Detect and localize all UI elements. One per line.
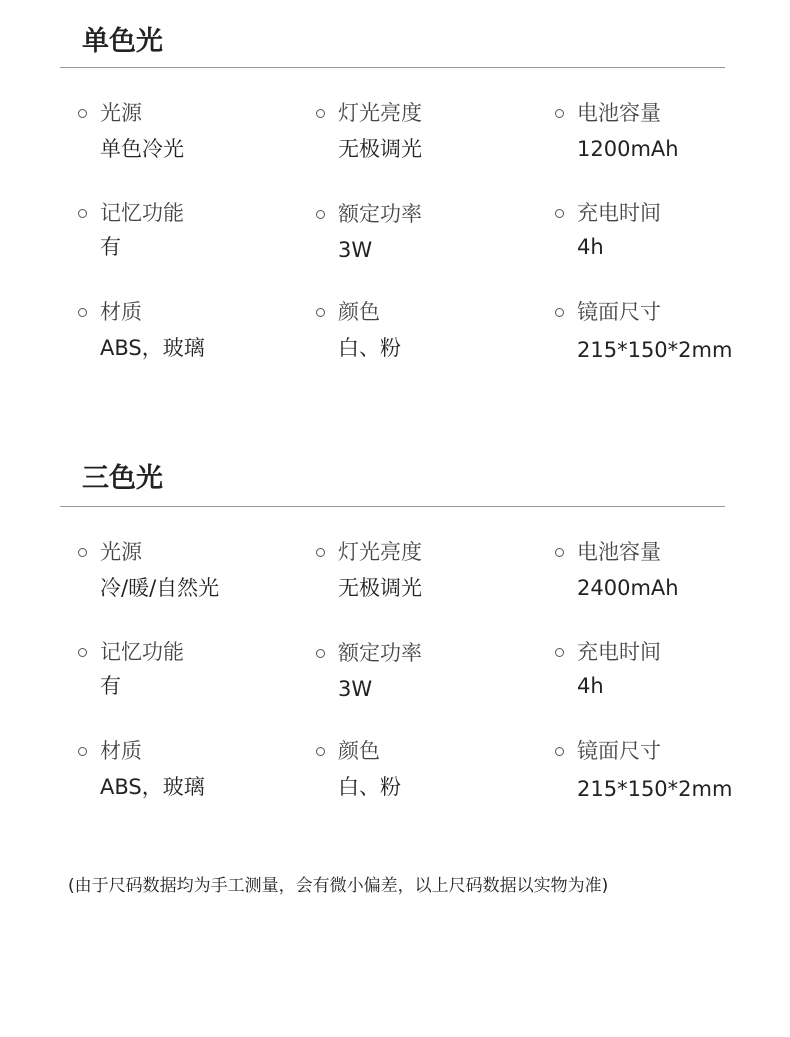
spec-label: 光源: [100, 101, 142, 125]
spec-value: 1200mAh: [577, 137, 679, 161]
spec-label: 充电时间: [577, 201, 661, 225]
spec-label: 光源: [100, 540, 142, 564]
bullet-circle-icon: [78, 648, 87, 657]
spec-label: 额定功率: [338, 202, 422, 226]
spec-value: 4h: [577, 235, 604, 259]
bullet-circle-icon: [316, 747, 325, 756]
spec-label: 颜色: [338, 739, 380, 763]
spec-label: 镜面尺寸: [577, 300, 661, 324]
spec-value: 215*150*2mm: [577, 338, 733, 362]
spec-value: 冷/暖/自然光: [100, 576, 220, 600]
bullet-circle-icon: [555, 109, 564, 118]
spec-label: 电池容量: [577, 540, 661, 564]
bullet-circle-icon: [555, 209, 564, 218]
spec-label: 记忆功能: [100, 640, 184, 664]
section-title: 三色光: [82, 463, 163, 494]
bullet-circle-icon: [78, 747, 87, 756]
bullet-circle-icon: [555, 648, 564, 657]
section-title: 单色光: [82, 26, 163, 57]
bullet-circle-icon: [316, 308, 325, 317]
spec-value: 3W: [338, 677, 373, 701]
spec-label: 灯光亮度: [338, 540, 422, 564]
bullet-circle-icon: [78, 308, 87, 317]
spec-value: 有: [100, 235, 121, 259]
spec-label: 额定功率: [338, 641, 422, 665]
spec-label: 充电时间: [577, 640, 661, 664]
spec-label: 电池容量: [577, 101, 661, 125]
spec-value: 215*150*2mm: [577, 777, 733, 801]
spec-label: 记忆功能: [100, 201, 184, 225]
bullet-circle-icon: [78, 109, 87, 118]
bullet-circle-icon: [316, 548, 325, 557]
spec-value: 白、粉: [338, 336, 401, 360]
bullet-circle-icon: [316, 109, 325, 118]
spec-value: ABS，玻璃: [100, 336, 205, 360]
spec-label: 灯光亮度: [338, 101, 422, 125]
spec-value: ABS，玻璃: [100, 775, 205, 799]
spec-value: 白、粉: [338, 775, 401, 799]
spec-label: 材质: [100, 739, 142, 763]
spec-label: 镜面尺寸: [577, 739, 661, 763]
spec-label: 材质: [100, 300, 142, 324]
bullet-circle-icon: [555, 548, 564, 557]
spec-value: 无极调光: [338, 576, 422, 600]
bullet-circle-icon: [316, 649, 325, 658]
bullet-circle-icon: [555, 747, 564, 756]
measurement-disclaimer: (由于尺码数据均为手工测量，会有微小偏差，以上尺码数据以实物为准): [68, 876, 609, 896]
bullet-circle-icon: [78, 548, 87, 557]
spec-value: 4h: [577, 674, 604, 698]
spec-value: 单色冷光: [100, 137, 184, 161]
spec-value: 有: [100, 674, 121, 698]
spec-label: 颜色: [338, 300, 380, 324]
bullet-circle-icon: [78, 209, 87, 218]
spec-value: 2400mAh: [577, 576, 679, 600]
bullet-circle-icon: [555, 308, 564, 317]
spec-value: 无极调光: [338, 137, 422, 161]
bullet-circle-icon: [316, 210, 325, 219]
divider: [60, 506, 725, 507]
spec-value: 3W: [338, 238, 373, 262]
divider: [60, 67, 725, 68]
